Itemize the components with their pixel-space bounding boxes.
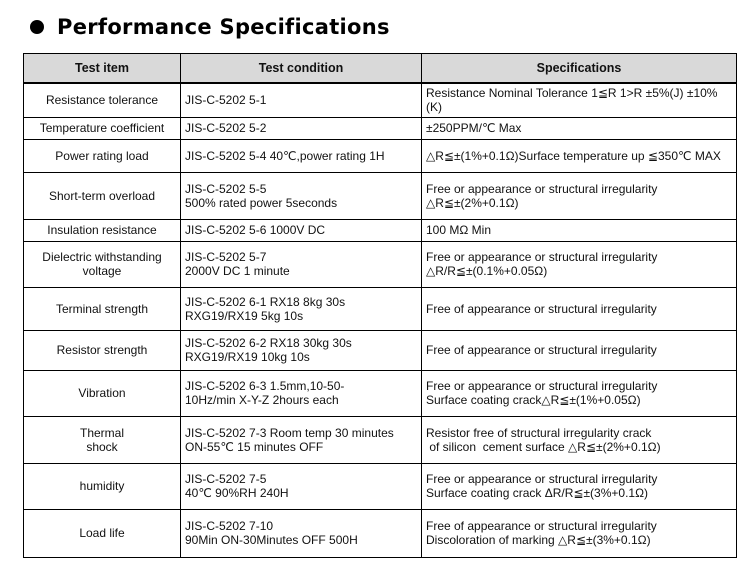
- test-item-cell: Temperature coefficient: [24, 117, 181, 139]
- test-condition-cell: JIS-C-5202 6-1 RX18 8kg 30s RXG19/RX19 5kg 10s: [181, 287, 422, 330]
- test-item-cell: Load life: [24, 509, 181, 557]
- table-row: [24, 330, 737, 370]
- test-item-cell: Insulation resistance: [24, 219, 181, 241]
- header-test-item: Test item: [24, 54, 181, 84]
- test-item-cell: Resistor strength: [24, 330, 181, 370]
- section-title: Performance Specifications: [57, 15, 390, 39]
- bullet-icon: [30, 20, 44, 34]
- specification-cell: Resistor free of structural irregularity crack of silicon cement surface △R≦±(2%+0.1Ω): [422, 416, 737, 463]
- test-item-cell: Power rating load: [24, 139, 181, 172]
- table-row: [24, 219, 737, 241]
- header-specifications: Specifications: [422, 54, 737, 84]
- specification-cell: Free of appearance or structural irregularity Discoloration of marking △R≦±(3%+0.1Ω): [422, 509, 737, 557]
- specification-cell: Resistance Nominal Tolerance 1≦R 1>R ±5%(J) ±10%(K): [422, 83, 737, 117]
- specification-cell: 100 MΩ Min: [422, 219, 737, 241]
- table-row: [24, 463, 737, 509]
- test-condition-cell: JIS-C-5202 7-5 40℃ 90%RH 240H: [181, 463, 422, 509]
- specification-cell: △R≦±(1%+0.1Ω)Surface temperature up ≦350℃ MAX: [422, 139, 737, 172]
- specification-cell: Free of appearance or structural irregularity: [422, 330, 737, 370]
- test-item-cell: Dielectric withstanding voltage: [24, 241, 181, 287]
- test-condition-cell: JIS-C-5202 6-2 RX18 30kg 30s RXG19/RX19 10kg 10s: [181, 330, 422, 370]
- table-row: [24, 287, 737, 330]
- test-condition-cell: JIS-C-5202 5-5 500% rated power 5seconds: [181, 172, 422, 219]
- test-condition-cell: JIS-C-5202 6-3 1.5mm,10-50- 10Hz/min X-Y-Z 2hours each: [181, 370, 422, 416]
- table-row: [24, 83, 737, 117]
- specification-cell: Free or appearance or structural irregularity △R/R≦±(0.1%+0.05Ω): [422, 241, 737, 287]
- test-item-cell: Vibration: [24, 370, 181, 416]
- table-row: [24, 370, 737, 416]
- specification-cell: Free of appearance or structural irregularity: [422, 287, 737, 330]
- test-item-cell: Resistance tolerance: [24, 83, 181, 117]
- specification-cell: Free or appearance or structural irregularity △R≦±(2%+0.1Ω): [422, 172, 737, 219]
- table-row: [24, 241, 737, 287]
- table-row: [24, 117, 737, 139]
- header-test-condition: Test condition: [181, 54, 422, 84]
- specification-cell: ±250PPM/℃ Max: [422, 117, 737, 139]
- test-condition-cell: JIS-C-5202 5-4 40℃,power rating 1H: [181, 139, 422, 172]
- table-row: [24, 509, 737, 557]
- specification-cell: Free or appearance or structural irregularity Surface coating crack ΔR/R≦±(3%+0.1Ω): [422, 463, 737, 509]
- section-heading: [30, 12, 390, 42]
- specification-cell: Free or appearance or structural irregularity Surface coating crack△R≦±(1%+0.05Ω): [422, 370, 737, 416]
- test-condition-cell: JIS-C-5202 7-3 Room temp 30 minutes ON-55℃ 15 minutes OFF: [181, 416, 422, 463]
- test-condition-cell: JIS-C-5202 7-10 90Min ON-30Minutes OFF 500H: [181, 509, 422, 557]
- test-condition-cell: JIS-C-5202 5-1: [181, 83, 422, 117]
- test-item-cell: Terminal strength: [24, 287, 181, 330]
- performance-spec-table: [23, 53, 737, 558]
- test-item-cell: Thermal shock: [24, 416, 181, 463]
- table-row: [24, 172, 737, 219]
- test-condition-cell: JIS-C-5202 5-6 1000V DC: [181, 219, 422, 241]
- test-item-cell: Short-term overload: [24, 172, 181, 219]
- table-row: [24, 416, 737, 463]
- table-header-row: [24, 54, 737, 84]
- table-row: [24, 139, 737, 172]
- test-condition-cell: JIS-C-5202 5-7 2000V DC 1 minute: [181, 241, 422, 287]
- test-item-cell: humidity: [24, 463, 181, 509]
- test-condition-cell: JIS-C-5202 5-2: [181, 117, 422, 139]
